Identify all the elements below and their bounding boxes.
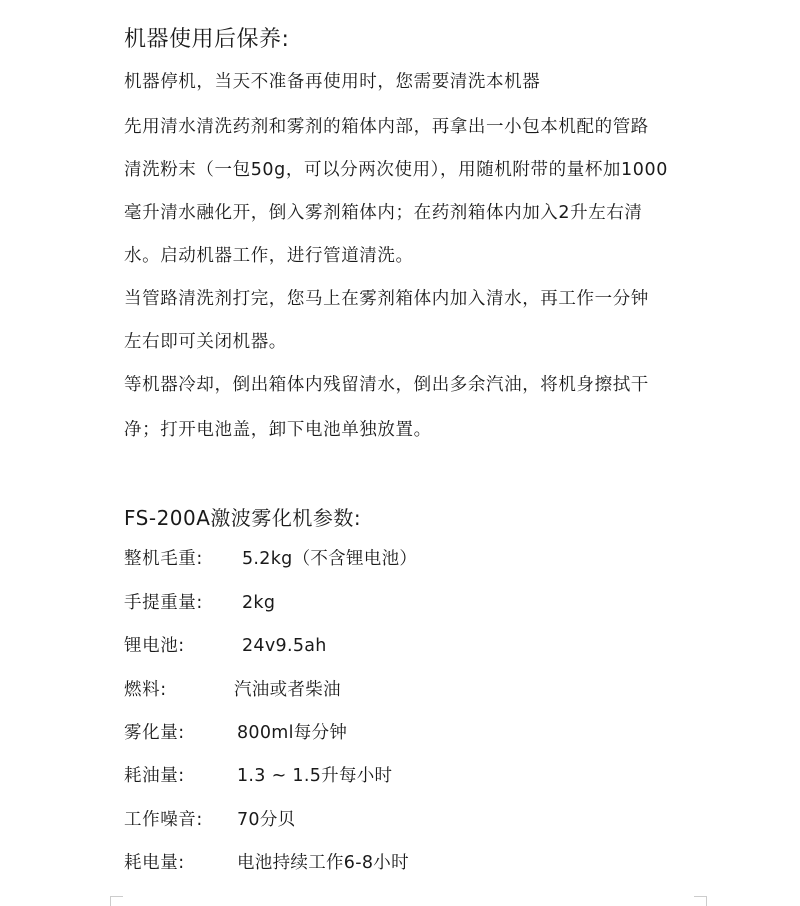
spec-row <box>124 590 684 616</box>
spec-label: 工作噪音: <box>124 810 203 830</box>
spec-label: 耗电量: <box>124 853 185 873</box>
maintenance-line: 清洗粉末（一包50g，可以分两次使用），用随机附带的量杯加1000 <box>124 160 668 180</box>
spec-row <box>124 546 684 572</box>
maintenance-title: 机器使用后保养: <box>124 27 290 52</box>
spec-row <box>124 720 684 746</box>
spec-row <box>124 807 684 833</box>
maintenance-line: 机器停机，当天不准备再使用时，您需要清洗本机器 <box>124 72 541 92</box>
maintenance-line: 等机器冷却，倒出箱体内残留清水，倒出多余汽油，将机身擦拭干 <box>124 375 649 395</box>
specs-title: FS-200A激波雾化机参数: <box>124 506 362 530</box>
spec-row <box>124 677 684 703</box>
spec-label: 雾化量: <box>124 723 185 743</box>
spec-value: 800ml每分钟 <box>237 723 348 743</box>
spec-row <box>124 850 684 876</box>
spec-value: 汽油或者柴油 <box>234 680 341 700</box>
spec-value: 70分贝 <box>237 810 296 830</box>
maintenance-line: 毫升清水融化开，倒入雾剂箱体内；在药剂箱体内加入2升左右清 <box>124 203 643 223</box>
maintenance-line: 当管路清洗剂打完，您马上在雾剂箱体内加入清水，再工作一分钟 <box>124 289 649 309</box>
spec-value: 1.3 ~ 1.5升每小时 <box>237 766 393 786</box>
spec-label: 整机毛重: <box>124 549 203 569</box>
spec-value: 2kg <box>242 593 276 613</box>
spec-row <box>124 763 684 789</box>
spec-label: 锂电池: <box>124 636 185 656</box>
spec-label: 手提重量: <box>124 593 203 613</box>
maintenance-line: 水。启动机器工作，进行管道清洗。 <box>124 246 414 266</box>
spec-label: 耗油量: <box>124 766 185 786</box>
spec-value: 5.2kg（不含锂电池） <box>242 549 418 569</box>
maintenance-line: 先用清水清洗药剂和雾剂的箱体内部，再拿出一小包本机配的管路 <box>124 117 649 137</box>
spec-row <box>124 633 684 659</box>
spec-value: 24v9.5ah <box>242 636 327 656</box>
spec-label: 燃料: <box>124 680 167 700</box>
maintenance-line: 左右即可关闭机器。 <box>124 332 287 352</box>
maintenance-line: 净；打开电池盖，卸下电池单独放置。 <box>124 420 432 440</box>
spec-value: 电池持续工作6-8小时 <box>237 853 409 873</box>
